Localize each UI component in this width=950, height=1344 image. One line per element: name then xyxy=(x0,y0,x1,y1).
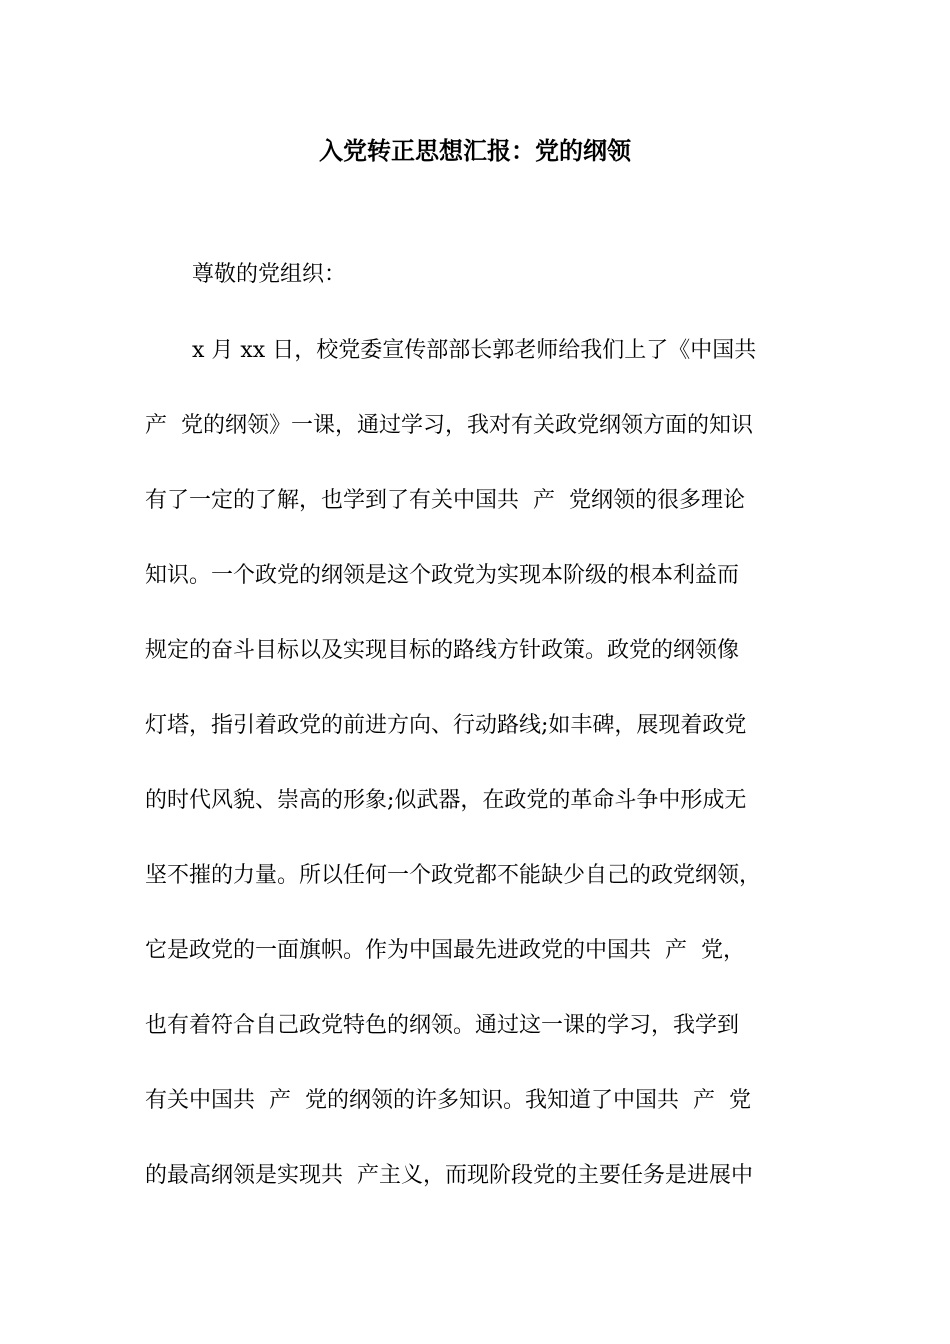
body-line: 它是政党的一面旗帜。作为中国最先进政党的中国共 产 党， xyxy=(145,938,745,963)
body-line: 产 党的纲领》一课，通过学习，我对有关政党纲领方面的知识 xyxy=(145,413,753,438)
body-line: 规定的奋斗目标以及实现目标的路线方针政策。政党的纲领像 xyxy=(145,638,740,663)
body-line: 有了一定的了解，也学到了有关中国共 产 党纲领的很多理论 xyxy=(145,488,745,513)
salutation: 尊敬的党组织： xyxy=(192,262,347,287)
body-line: 知识。一个政党的纲领是这个政党为实现本阶级的根本利益而 xyxy=(145,563,740,588)
body-line: 的最高纲领是实现共 产主义，而现阶段党的主要任务是进展中 xyxy=(145,1163,753,1188)
body-line: 坚不摧的力量。所以任何一个政党都不能缺少自己的政党纲领， xyxy=(145,863,762,888)
body-line: 有关中国共 产 党的纲领的许多知识。我知道了中国共 产 党 xyxy=(145,1088,751,1113)
document-title: 入党转正思想汇报：党的纲领 xyxy=(319,136,631,165)
body-line: x 月 xx 日，校党委宣传部部长郭老师给我们上了《中国共 xyxy=(192,338,757,363)
body-line: 的时代风貌、崇高的形象;似武器，在政党的革命斗争中形成无 xyxy=(145,788,747,813)
body-line: 灯塔，指引着政党的前进方向、行动路线;如丰碑，展现着政党 xyxy=(145,713,747,738)
body-line: 也有着符合自己政党特色的纲领。通过这一课的学习，我学到 xyxy=(145,1013,740,1038)
